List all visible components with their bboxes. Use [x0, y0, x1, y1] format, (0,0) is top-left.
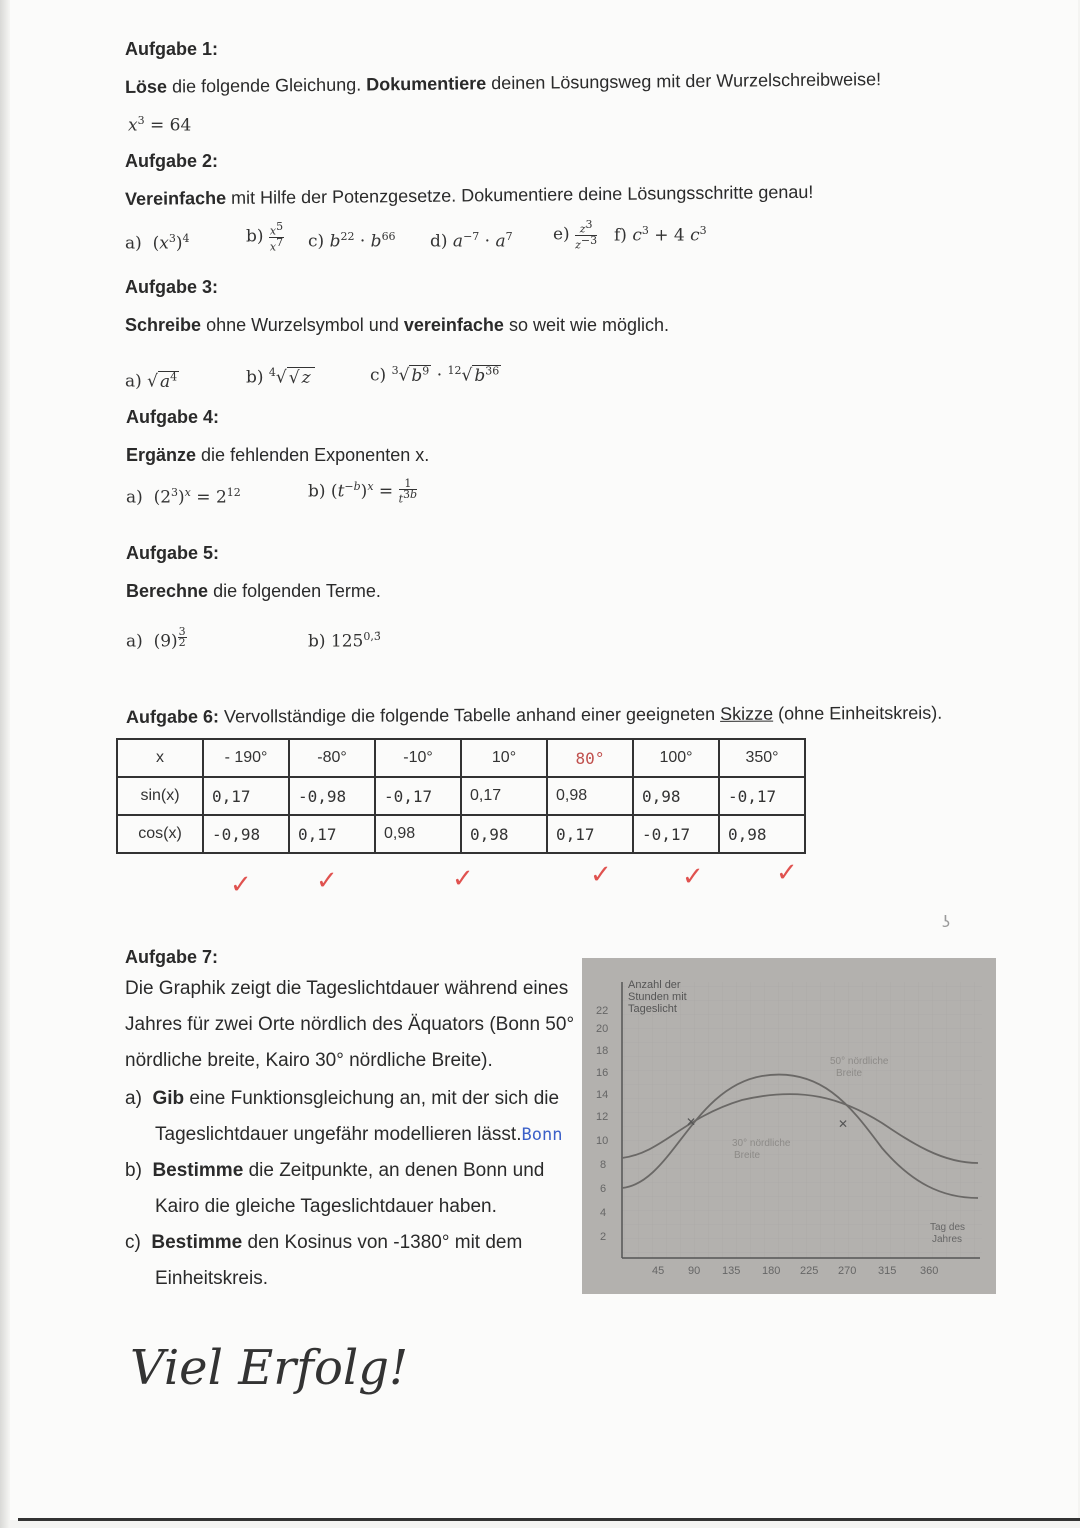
aufgabe5-title: Aufgabe 5: — [126, 543, 220, 563]
curve-label-bonn: 50° nördliche — [830, 1056, 889, 1067]
check-mark-icon: ✓ — [230, 870, 252, 900]
table-row-x — [117, 739, 805, 777]
row-label-sin: sin(x) — [117, 777, 203, 815]
aufgabe7-b-verb: Bestimme — [152, 1160, 244, 1181]
aufgabe7-part-b-cont: Kairo die gleiche Tageslichtdauer haben. — [155, 1196, 497, 1217]
cos-value-handwritten: -0,98 — [203, 815, 289, 853]
aufgabe7-c-line1: den Kosinus von -1380° mit dem — [247, 1232, 523, 1253]
aufgabe3-instr-mid: ohne Wurzelsymbol und — [206, 315, 399, 335]
cos-value-handwritten: 0,98 — [719, 815, 805, 853]
aufgabe7-c-verb: Bestimme — [151, 1232, 243, 1253]
graph-grid — [622, 982, 982, 1258]
pencil-mark-icon: ʖ — [942, 912, 951, 931]
cos-value-handwritten: -0,17 — [633, 815, 719, 853]
sin-value-handwritten: -0,17 — [719, 777, 805, 815]
check-mark-icon: ✓ — [682, 862, 704, 892]
x-value: 100° — [633, 739, 719, 777]
aufgabe3-item-a: a) √ $a^4$ — [125, 370, 178, 392]
intersection-marker-icon: ✕ — [686, 1115, 697, 1129]
aufgabe3-instruction — [125, 314, 669, 336]
y-tick-label: 20 — [596, 1023, 609, 1035]
aufgabe2-item-f: f) $c^3 + 4$ $c^3$ — [614, 224, 707, 246]
daylight-graph — [582, 958, 996, 1294]
x-axis-label-line: Jahres — [932, 1234, 963, 1245]
x-tick-label: 315 — [878, 1265, 897, 1277]
aufgabe2-item-c: c) $b^{22} \cdot b^{66}$ — [308, 230, 396, 252]
scan-bottom-edge — [18, 1518, 1080, 1521]
aufgabe4-title: Aufgabe 4: — [126, 407, 220, 427]
y-axis-label-line: Tageslicht — [628, 1003, 677, 1015]
aufgabe1-verb: Löse — [124, 76, 168, 97]
y-axis-label-line: Stunden mit — [628, 991, 687, 1003]
aufgabe7-a-line2: Tageslichtdauer ungefähr modellieren lässt. — [155, 1124, 522, 1145]
x-axis-label-line: Tag des — [930, 1222, 966, 1233]
y-tick-label: 6 — [600, 1183, 607, 1195]
x-tick-label: 135 — [722, 1265, 741, 1277]
x-tick-label: 180 — [762, 1265, 781, 1277]
aufgabe7-part-a-cont — [155, 1124, 562, 1146]
aufgabe1-equation: $x^3 = 64$ — [128, 114, 192, 136]
aufgabe6-instr: Vervollständige die folgende Tabelle anhand einer geeigneten — [223, 703, 716, 727]
y-tick-label: 4 — [600, 1207, 607, 1219]
aufgabe7-part-c-cont: Einheitskreis. — [155, 1268, 268, 1289]
aufgabe3-instr-end: so weit wie möglich. — [508, 315, 669, 335]
aufgabe4-item-b: b) $(t^{-b})^x$ = $\frac{1}{t^{3b}}$ — [308, 477, 418, 506]
sin-value: 0,98 — [547, 777, 633, 815]
aufgabe3-item-b: b) $^4$√ √ z — [246, 362, 315, 389]
aufgabe7-a-verb: Gib — [152, 1088, 185, 1109]
aufgabe5-item-b: b) $125^{0,3̄}$ — [308, 630, 381, 652]
aufgabe5-item-a: a) (9) $^{\frac{3}{2}}$ — [126, 624, 186, 652]
aufgabe7-part-a: a) Gib eine Funktionsgleichung an, mit der sich die — [125, 1088, 560, 1109]
aufgabe2-item-b: b) $\frac{x^5}{x^7}$ — [246, 220, 284, 254]
aufgabe2-title: Aufgabe 2: — [125, 151, 219, 171]
aufgabe6-instr-end: (ohne Einheitskreis). — [778, 702, 943, 724]
aufgabe2-instr-end: mit Hilfe der Potenzgesetze. Dokumentiere deine Lösungsschritte genau! — [230, 181, 814, 208]
aufgabe1-instr-mid: die folgende Gleichung. — [171, 74, 362, 97]
x-tick-label: 45 — [652, 1265, 665, 1277]
aufgabe7-intro-line: Jahres für zwei Orte nördlich des Äquators (Bonn 50° — [125, 1014, 575, 1035]
curve-label-bonn: Breite — [836, 1068, 863, 1079]
y-tick-label: 22 — [596, 1005, 609, 1017]
cos-value-handwritten: 0,17 — [547, 815, 633, 853]
y-tick-label: 14 — [596, 1089, 609, 1101]
x-value: - 190° — [203, 739, 289, 777]
y-tick-label: 2 — [600, 1231, 607, 1243]
y-tick-label: 10 — [596, 1135, 609, 1147]
aufgabe7-b-line1: die Zeitpunkte, an denen Bonn und — [248, 1160, 545, 1181]
x-tick-label: 225 — [800, 1265, 819, 1277]
aufgabe2-item-e: e) $\frac{z^3}{z^{-3}}$ — [553, 218, 598, 252]
cos-value-handwritten: 0,17 — [289, 815, 375, 853]
curve-label-kairo: Breite — [734, 1150, 761, 1161]
aufgabe4-instruction — [126, 444, 429, 466]
x-value: -10° — [375, 739, 461, 777]
sin-value-handwritten: 0,17 — [203, 777, 289, 815]
x-tick-label: 360 — [920, 1265, 939, 1277]
aufgabe6-title: Aufgabe 6: — [125, 706, 220, 727]
aufgabe4-instr-end: die fehlenden Exponenten x. — [201, 445, 430, 465]
sin-value-handwritten: 0,98 — [633, 777, 719, 815]
trig-table — [116, 738, 806, 854]
y-tick-label: 18 — [596, 1045, 609, 1057]
y-tick-label: 12 — [596, 1111, 609, 1123]
y-axis-label-line: Anzahl der — [628, 979, 681, 991]
intersection-marker-icon: ✕ — [838, 1117, 849, 1131]
x-value: -80° — [289, 739, 375, 777]
aufgabe1-equation-rhs: = 64 — [150, 115, 192, 136]
aufgabe3-item-c: c) $^3$√ $b^9 \cdot ^{12}√$ $b^{36}$ — [370, 364, 500, 386]
x-tick-label: 270 — [838, 1265, 857, 1277]
check-mark-icon: ✓ — [316, 866, 338, 896]
cos-value: 0,98 — [375, 815, 461, 853]
aufgabe5-instr-end: die folgenden Terme. — [213, 581, 381, 601]
scan-edge-shadow — [0, 0, 10, 1528]
check-mark-icon: ✓ — [452, 864, 474, 894]
aufgabe7-part-c: c) Bestimme den Kosinus von -1380° mit dem — [125, 1232, 523, 1253]
x-value: 350° — [719, 739, 805, 777]
table-row-cos — [117, 815, 805, 853]
aufgabe2-item-a: a) $(x^3)^4$ — [125, 232, 190, 254]
closing-message: Viel Erfolg! — [130, 1340, 409, 1396]
aufgabe2-verb: Vereinfache — [124, 187, 227, 209]
daylight-figure — [582, 958, 996, 1294]
y-tick-label: 16 — [596, 1067, 609, 1079]
table-row-sin — [117, 777, 805, 815]
check-mark-icon: ✓ — [776, 858, 798, 888]
curve-label-kairo: 30° nördliche — [732, 1138, 791, 1149]
aufgabe4-verb: Ergänze — [126, 445, 197, 465]
row-label-x: x — [117, 739, 203, 777]
aufgabe6-instruction — [126, 702, 942, 728]
aufgabe7-intro-line: nördliche breite, Kairo 30° nördliche Breite). — [125, 1050, 493, 1071]
aufgabe5-verb: Berechne — [126, 581, 209, 601]
aufgabe7-a-line1: eine Funktionsgleichung an, mit der sich die — [189, 1088, 560, 1109]
check-mark-icon: ✓ — [590, 860, 612, 890]
aufgabe7-part-b: b) Bestimme die Zeitpunkte, an denen Bonn und — [125, 1160, 545, 1181]
x-value: 10° — [461, 739, 547, 777]
y-tick-label: 8 — [600, 1159, 607, 1171]
aufgabe2-item-d: d) $a^{-7} \cdot a^7$ — [430, 230, 513, 252]
aufgabe3-bold2: vereinfache — [403, 315, 504, 335]
aufgabe5-instruction — [126, 580, 381, 602]
aufgabe3-title: Aufgabe 3: — [125, 277, 219, 297]
sin-value-handwritten: -0,17 — [375, 777, 461, 815]
cos-value-handwritten: 0,98 — [461, 815, 547, 853]
aufgabe7-intro-line: Die Graphik zeigt die Tageslichtdauer während eines — [125, 978, 569, 999]
aufgabe6-instr-underlined: Skizze — [720, 703, 774, 724]
x-tick-label: 90 — [688, 1265, 701, 1277]
aufgabe1-title: Aufgabe 1: — [125, 39, 219, 59]
sin-value: 0,17 — [461, 777, 547, 815]
row-label-cos: cos(x) — [117, 815, 203, 853]
aufgabe4-item-a: a) $(2^3)^x = 2^{12}$ — [126, 486, 241, 508]
aufgabe7-title: Aufgabe 7: — [125, 947, 219, 967]
aufgabe1-bold2: Dokumentiere — [366, 73, 487, 95]
handwritten-note: Bonn — [521, 1125, 563, 1145]
aufgabe3-verb: Schreibe — [125, 315, 202, 335]
sin-value-handwritten: -0,98 — [289, 777, 375, 815]
aufgabe1-instr-end: deinen Lösungsweg mit der Wurzelschreibweise! — [491, 69, 882, 94]
x-value-handwritten: 80° — [547, 739, 633, 777]
